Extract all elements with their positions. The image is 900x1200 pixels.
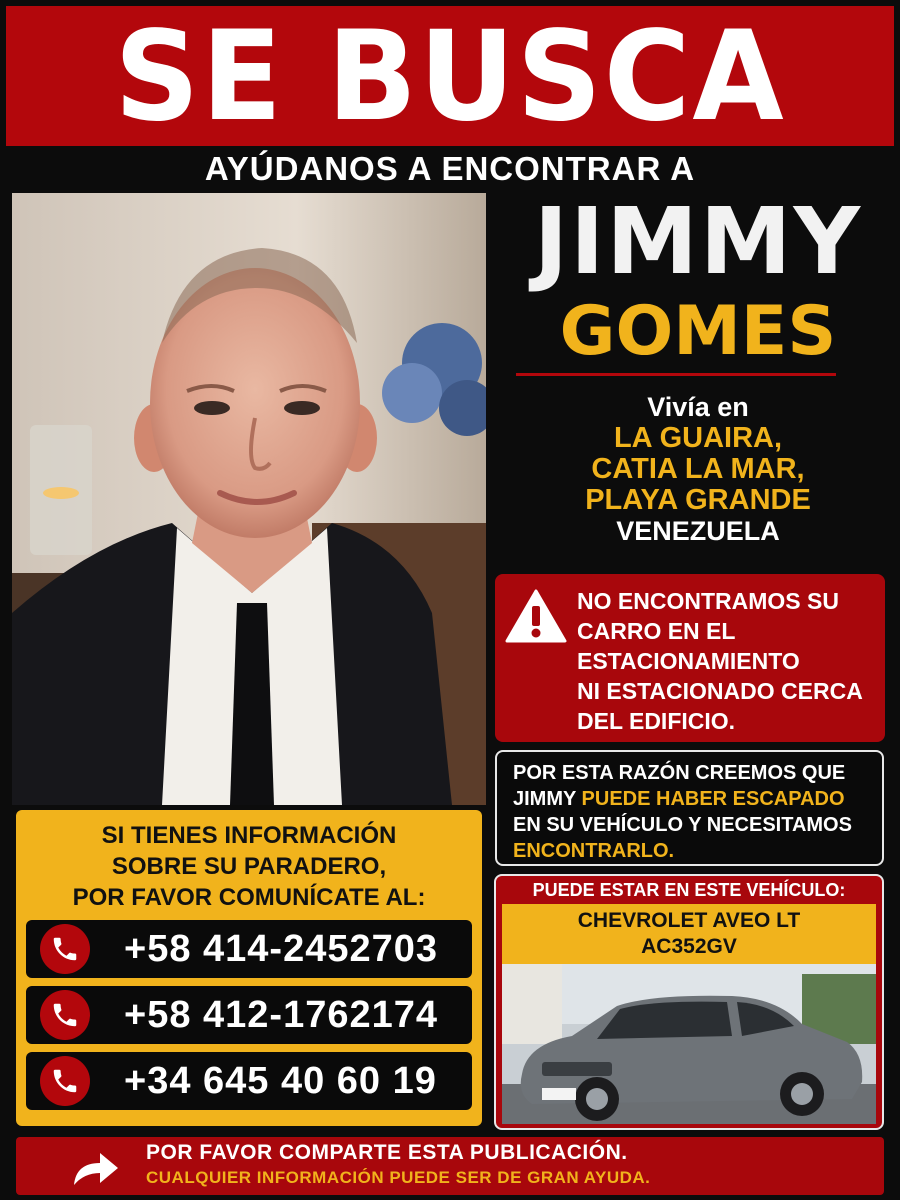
phone-row[interactable] bbox=[26, 920, 472, 978]
share-icon[interactable] bbox=[70, 1149, 120, 1187]
residence-country: VENEZUELA bbox=[616, 516, 780, 546]
phone-icon bbox=[40, 1056, 90, 1106]
vehicle-plate: AC352GV bbox=[641, 935, 737, 958]
banner-title: SE BUSCA bbox=[114, 3, 786, 149]
contact-line: SOBRE SU PARADERO, bbox=[111, 853, 387, 880]
phone-row[interactable] bbox=[26, 986, 472, 1044]
alert-line: CARRO EN EL bbox=[577, 618, 736, 644]
alert-line: NI ESTACIONADO CERCA bbox=[577, 678, 863, 704]
warning-icon bbox=[505, 588, 567, 644]
reason-highlight: ENCONTRARLO. bbox=[513, 840, 675, 862]
alert-line: ESTACIONAMIENTO bbox=[577, 648, 800, 674]
vehicle-model: CHEVROLET AVEO LT bbox=[577, 909, 801, 932]
phone-number[interactable]: +58 412-1762174 bbox=[124, 994, 439, 1036]
phone-row[interactable] bbox=[26, 1052, 472, 1110]
phone-number[interactable]: +34 645 40 60 19 bbox=[124, 1060, 437, 1102]
vehicle-box bbox=[494, 874, 884, 1130]
footer-banner bbox=[16, 1137, 884, 1195]
person-last-name: GOMES bbox=[559, 292, 837, 371]
vehicle-info bbox=[502, 904, 876, 964]
person-photo bbox=[12, 193, 486, 805]
subtitle: AYÚDANOS A ENCONTRAR A bbox=[204, 150, 696, 187]
alert-line: NO ENCONTRAMOS SU bbox=[577, 588, 839, 614]
alert-line: DEL EDIFICIO. bbox=[577, 708, 736, 734]
reason-box bbox=[495, 750, 884, 866]
footer-line-2: CUALQUIER INFORMACIÓN PUEDE SER DE GRAN AYUDA. bbox=[146, 1168, 651, 1187]
reason-text: POR ESTA RAZÓN CREEMOS QUE JIMMY bbox=[513, 762, 846, 810]
contact-box bbox=[16, 810, 482, 1126]
contact-line: POR FAVOR COMUNÍCATE AL: bbox=[72, 884, 426, 911]
reason-highlight: PUEDE HABER ESCAPADO bbox=[581, 788, 845, 810]
phone-icon bbox=[40, 924, 90, 974]
vehicle-header: PUEDE ESTAR EN ESTE VEHÍCULO: bbox=[532, 880, 846, 900]
name-divider bbox=[516, 373, 836, 376]
alert-box bbox=[495, 574, 885, 742]
contact-instructions bbox=[16, 820, 482, 913]
residence-line: CATIA LA MAR, bbox=[591, 453, 805, 485]
contact-line: SI TIENES INFORMACIÓN bbox=[101, 822, 397, 849]
residence-line: PLAYA GRANDE bbox=[585, 484, 811, 516]
person-first-name: JIMMY bbox=[533, 188, 863, 295]
residence-line: LA GUAIRA, bbox=[613, 422, 783, 454]
vehicle-photo bbox=[502, 964, 876, 1124]
residence-intro: Vivía en bbox=[647, 392, 749, 422]
footer-line-1: POR FAVOR COMPARTE ESTA PUBLICACIÓN. bbox=[146, 1141, 628, 1164]
banner bbox=[6, 3, 894, 149]
reason-text: EN SU VEHÍCULO Y NECESITAMOS bbox=[513, 814, 852, 836]
phone-number[interactable]: +58 414-2452703 bbox=[124, 928, 439, 970]
alert-text bbox=[577, 586, 877, 736]
phone-icon bbox=[40, 990, 90, 1040]
residence-block bbox=[496, 392, 900, 547]
